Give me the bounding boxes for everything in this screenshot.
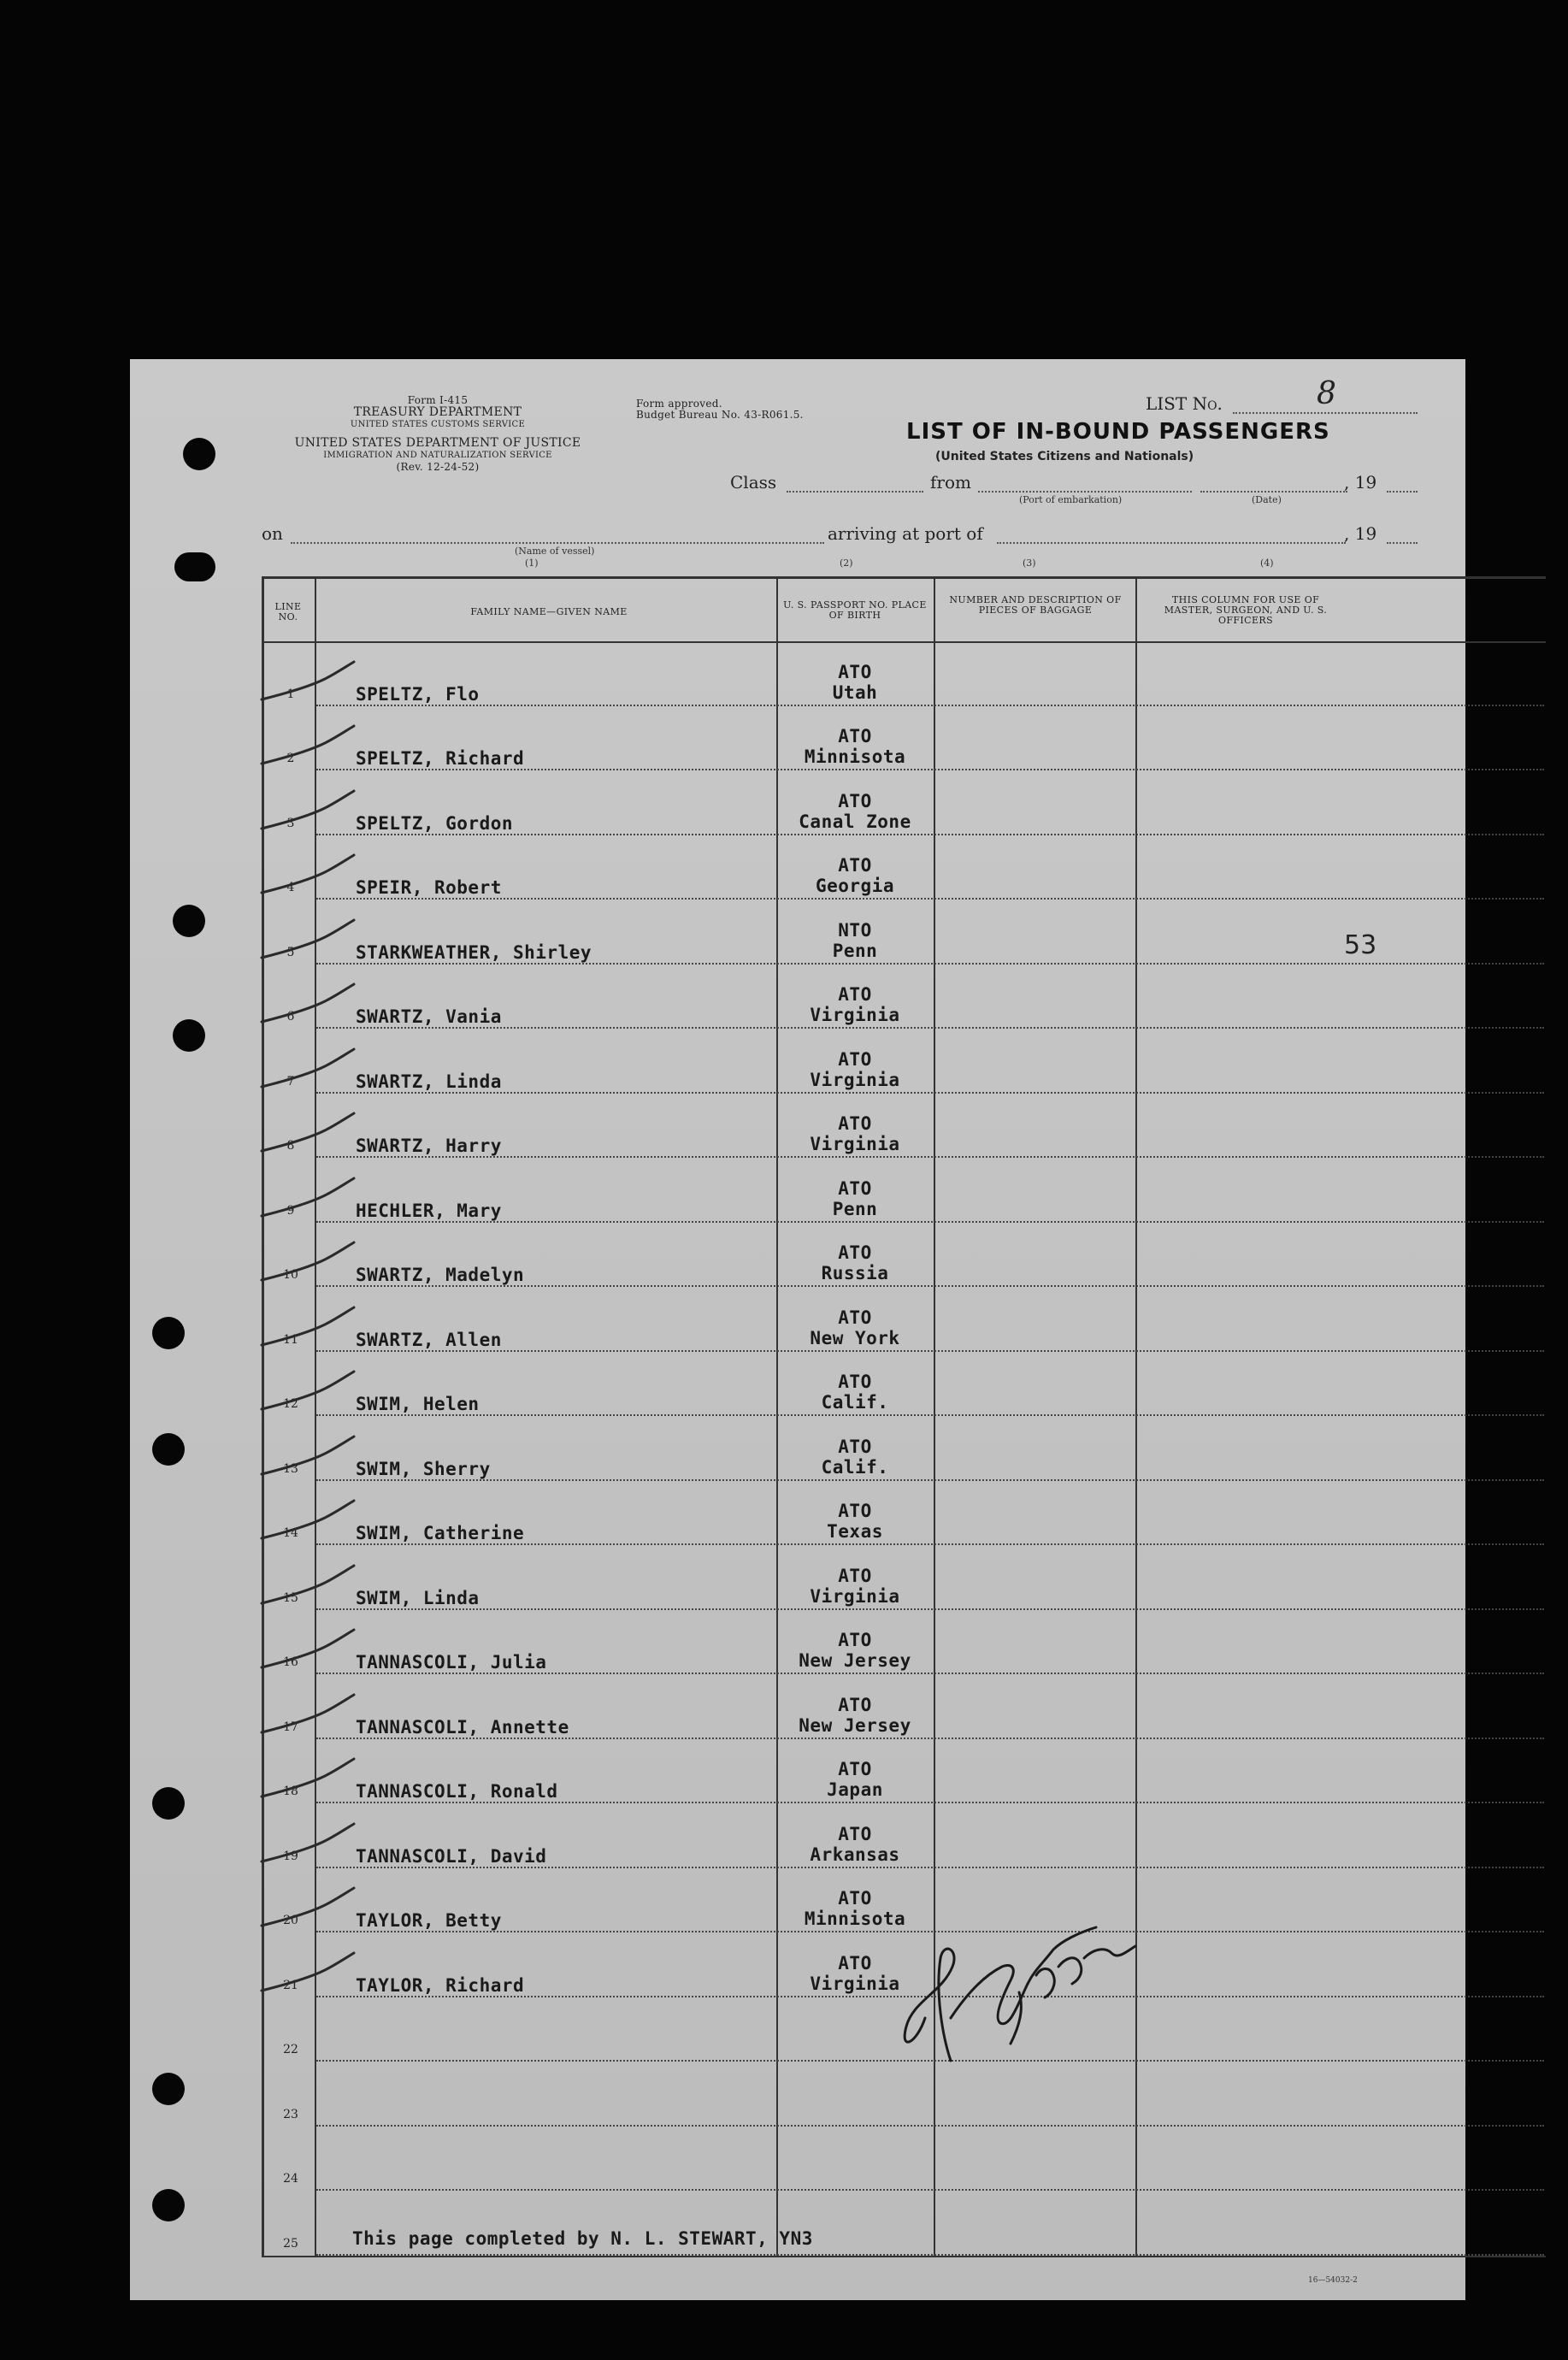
table-row xyxy=(316,1479,1544,1481)
line-number: 11 xyxy=(283,1332,298,1347)
line-number: 18 xyxy=(283,1785,298,1798)
passenger-name: SWARTZ, Linda xyxy=(356,1071,502,1092)
check-mark-icon xyxy=(256,1496,359,1547)
passenger-name: HECHLER, Mary xyxy=(356,1200,502,1221)
binder-hole xyxy=(152,1433,185,1466)
passport-status: ATO xyxy=(838,1436,872,1457)
check-mark-icon xyxy=(256,721,359,772)
passenger-name: SWARTZ, Vania xyxy=(356,1006,502,1027)
place-of-birth: New Jersey xyxy=(799,1650,911,1671)
year-line-1 xyxy=(1387,491,1418,493)
place-of-birth: Texas xyxy=(827,1521,883,1542)
place-of-birth: Virginia xyxy=(810,1585,900,1607)
passenger-name: SPELTZ, Gordon xyxy=(356,812,514,834)
table-row xyxy=(316,705,1544,706)
passenger-name: SWIM, Catherine xyxy=(356,1523,525,1543)
passenger-name: SWIM, Linda xyxy=(356,1587,480,1608)
arriving-label: arriving at port of xyxy=(828,523,983,544)
header-officers: THIS COLUMN FOR USE OF MASTER, SURGEON, AND U. S. OFFICERS xyxy=(1164,594,1328,626)
from-label: from xyxy=(930,472,971,493)
passenger-name: SPEIR, Robert xyxy=(356,877,502,898)
vessel-caption: (Name of vessel) xyxy=(515,546,595,557)
passport-status: ATO xyxy=(838,1759,872,1779)
place-of-birth: Georgia xyxy=(815,876,894,896)
line-number: 10 xyxy=(283,1268,298,1282)
binder-hole xyxy=(152,1317,185,1349)
class-line xyxy=(787,491,923,493)
table-row xyxy=(316,1608,1544,1610)
completed-by-note: This page completed by N. L. STEWART, YN3 xyxy=(352,2227,813,2249)
header-passport: U. S. PASSPORT NO. PLACE OF BIRTH xyxy=(783,599,927,621)
passenger-name: SWARTZ, Harry xyxy=(356,1136,502,1156)
year-prefix-2: , 19 xyxy=(1344,523,1377,544)
passport-status: ATO xyxy=(838,1888,872,1909)
table-row xyxy=(316,2189,1544,2191)
place-of-birth: Japan xyxy=(827,1779,883,1800)
form-approved: Form approved. xyxy=(636,398,722,410)
place-of-birth: Calif. xyxy=(821,1456,889,1478)
header-baggage: NUMBER AND DESCRIPTION OF PIECES OF BAGGAGE xyxy=(949,594,1122,616)
binder-hole xyxy=(173,1019,205,1052)
table-bottom-border xyxy=(262,2256,1546,2257)
passport-status: ATO xyxy=(838,1048,872,1070)
place-of-birth: Virginia xyxy=(810,1069,900,1090)
form-title: LIST OF IN-BOUND PASSENGERS xyxy=(906,419,1330,445)
table-row xyxy=(316,2254,1544,2256)
line-number: 25 xyxy=(283,2236,298,2251)
table-row xyxy=(316,1350,1544,1352)
place-of-birth: New Jersey xyxy=(799,1714,911,1736)
form-page xyxy=(130,359,1465,2300)
date-caption: (Date) xyxy=(1252,494,1282,505)
line-number: 13 xyxy=(283,1461,298,1476)
col-num-4: (4) xyxy=(1260,558,1274,569)
passenger-name: TANNASCOLI, Annette xyxy=(356,1716,569,1738)
passport-status: ATO xyxy=(838,1823,872,1844)
check-mark-icon xyxy=(256,1561,359,1612)
list-no-line xyxy=(1233,412,1418,414)
place-of-birth: Minnisota xyxy=(804,746,906,767)
line-number: 15 xyxy=(283,1590,298,1605)
line-number: 6 xyxy=(286,1010,295,1024)
line-number: 17 xyxy=(283,1720,298,1734)
check-mark-icon xyxy=(256,1948,359,1999)
year-line-2 xyxy=(1387,542,1418,544)
on-label: on xyxy=(262,523,283,544)
passport-status: ATO xyxy=(838,1242,872,1263)
passport-status: ATO xyxy=(838,984,872,1005)
line-number: 14 xyxy=(283,1526,298,1540)
check-mark-icon xyxy=(256,1302,359,1354)
passenger-name: TANNASCOLI, Julia xyxy=(356,1652,547,1673)
arrival-port-line xyxy=(997,542,1346,544)
line-number: 20 xyxy=(283,1914,298,1927)
table-row xyxy=(316,769,1544,770)
table-row xyxy=(316,1673,1544,1674)
officer-signature xyxy=(891,1915,1147,2078)
passport-status: ATO xyxy=(838,1565,872,1586)
passport-status: ATO xyxy=(838,1113,872,1134)
line-number: 7 xyxy=(286,1074,295,1089)
passport-status: ATO xyxy=(838,661,872,682)
binder-hole xyxy=(173,905,205,937)
place-of-birth: Russia xyxy=(821,1263,889,1283)
class-label: Class xyxy=(730,472,777,493)
table-row xyxy=(316,1414,1544,1416)
place-of-birth: Virginia xyxy=(810,1973,900,1994)
place-of-birth: Penn xyxy=(832,1198,878,1219)
check-mark-icon xyxy=(256,1625,359,1676)
passenger-name: TAYLOR, Betty xyxy=(356,1910,502,1931)
table-top-border xyxy=(262,576,1546,579)
passenger-name: TANNASCOLI, David xyxy=(356,1845,547,1867)
check-mark-icon xyxy=(256,1819,359,1870)
port-embarkation-line xyxy=(978,491,1192,493)
line-number: 19 xyxy=(283,1849,298,1863)
line-number: 9 xyxy=(286,1203,295,1218)
table-head-border xyxy=(262,641,1546,643)
check-mark-icon xyxy=(256,1108,359,1159)
passenger-name: SPELTZ, Flo xyxy=(356,683,480,705)
line-number: 1 xyxy=(286,687,295,701)
print-code: 16—54032-2 xyxy=(1308,2276,1358,2285)
table-row xyxy=(316,1738,1544,1739)
line-number: 8 xyxy=(286,1139,295,1153)
line-number: 4 xyxy=(286,881,295,894)
check-mark-icon xyxy=(256,1237,359,1289)
check-mark-icon xyxy=(256,1044,359,1095)
table-row xyxy=(316,1092,1544,1094)
header-line-no: LINE NO. xyxy=(274,601,302,622)
passport-status: ATO xyxy=(838,855,872,876)
check-mark-icon xyxy=(256,915,359,966)
place-of-birth: Utah xyxy=(832,681,878,703)
table-row xyxy=(316,1027,1544,1029)
col-num-3: (3) xyxy=(1023,558,1036,569)
line-number: 22 xyxy=(283,2043,298,2056)
passport-status: ATO xyxy=(838,1630,872,1650)
passenger-name: SWIM, Helen xyxy=(356,1394,480,1414)
table-row xyxy=(316,963,1544,965)
check-mark-icon xyxy=(256,657,359,708)
check-mark-icon xyxy=(256,1431,359,1483)
customs-service: UNITED STATES CUSTOMS SERVICE xyxy=(350,420,526,429)
line-number: 3 xyxy=(286,816,295,830)
place-of-birth: Penn xyxy=(832,940,878,961)
table-row xyxy=(316,1543,1544,1545)
passport-status: ATO xyxy=(838,1307,872,1328)
table-row xyxy=(316,1221,1544,1223)
table-row xyxy=(316,898,1544,900)
passenger-name: SWARTZ, Madelyn xyxy=(356,1265,525,1285)
year-prefix-1: , 19 xyxy=(1344,472,1377,493)
table-row xyxy=(316,1867,1544,1868)
list-no-label: LIST No. xyxy=(1146,393,1223,414)
col-num-1: (1) xyxy=(525,558,539,569)
place-of-birth: Minnisota xyxy=(804,1909,906,1929)
vessel-line xyxy=(291,542,824,544)
check-mark-icon xyxy=(256,979,359,1030)
list-no-value: 8 xyxy=(1317,376,1336,411)
line-number: 16 xyxy=(283,1655,298,1669)
passenger-name: TAYLOR, Richard xyxy=(356,1974,525,1996)
treasury-department: TREASURY DEPARTMENT xyxy=(353,405,522,419)
check-mark-icon xyxy=(256,786,359,837)
passenger-name: TANNASCOLI, Ronald xyxy=(356,1781,558,1802)
passport-status: ATO xyxy=(838,790,872,811)
place-of-birth: Calif. xyxy=(821,1392,889,1413)
department-of-justice: UNITED STATES DEPARTMENT OF JUSTICE xyxy=(294,436,581,450)
table-row xyxy=(316,1802,1544,1803)
place-of-birth: New York xyxy=(810,1327,900,1348)
passenger-name: SWARTZ, Allen xyxy=(356,1329,502,1350)
check-mark-icon xyxy=(256,1690,359,1741)
passenger-name: SPELTZ, Richard xyxy=(356,748,525,769)
revision-date: (Rev. 12-24-52) xyxy=(396,461,480,473)
binder-hole xyxy=(174,552,215,581)
line-number: 23 xyxy=(283,2107,298,2121)
binder-hole xyxy=(152,1787,185,1820)
budget-bureau: Budget Bureau No. 43-R061.5. xyxy=(636,409,804,421)
immigration-service: IMMIGRATION AND NATURALIZATION SERVICE xyxy=(323,451,552,460)
binder-hole xyxy=(152,2189,185,2221)
table-row xyxy=(316,2125,1544,2127)
port-embarkation-caption: (Port of embarkation) xyxy=(1019,494,1123,505)
check-mark-icon xyxy=(256,1754,359,1805)
check-mark-icon xyxy=(256,1366,359,1418)
line-number: 24 xyxy=(283,2172,298,2186)
place-of-birth: Canal Zone xyxy=(799,811,911,832)
check-mark-icon xyxy=(256,850,359,901)
table-row xyxy=(316,1285,1544,1287)
passport-status: ATO xyxy=(838,1694,872,1715)
date-line xyxy=(1200,491,1347,493)
passport-status: ATO xyxy=(838,1372,872,1392)
passport-status: ATO xyxy=(838,726,872,746)
passport-status: NTO xyxy=(838,919,872,941)
check-mark-icon xyxy=(256,1883,359,1934)
line-number: 5 xyxy=(286,945,295,959)
line-number: 12 xyxy=(283,1397,298,1411)
passport-status: ATO xyxy=(838,1177,872,1199)
form-subtitle: (United States Citizens and Nationals) xyxy=(935,450,1194,463)
check-mark-icon xyxy=(256,1173,359,1224)
line-number: 21 xyxy=(283,1978,298,1992)
place-of-birth: Virginia xyxy=(810,1134,900,1154)
header-family-name: FAMILY NAME—GIVEN NAME xyxy=(470,606,628,617)
passenger-name: STARKWEATHER, Shirley xyxy=(356,941,592,963)
line-number: 2 xyxy=(286,752,295,765)
table-row xyxy=(316,1156,1544,1158)
passport-status: ATO xyxy=(838,1952,872,1974)
binder-hole xyxy=(183,438,215,470)
passport-status: ATO xyxy=(838,1501,872,1521)
binder-hole xyxy=(152,2073,185,2105)
col-num-2: (2) xyxy=(840,558,853,569)
officer-note: 53 xyxy=(1344,929,1377,960)
place-of-birth: Arkansas xyxy=(810,1844,900,1865)
passenger-name: SWIM, Sherry xyxy=(356,1458,491,1479)
table-row xyxy=(316,834,1544,835)
place-of-birth: Virginia xyxy=(810,1005,900,1025)
form-number: Form I-415 xyxy=(407,394,469,406)
